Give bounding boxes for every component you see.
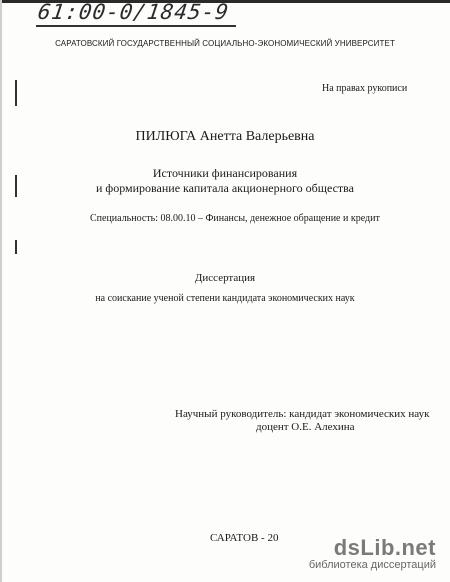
university-name: САРАТОВСКИЙ ГОСУДАРСТВЕННЫЙ СОЦИАЛЬНО-ЭКОНОМИЧЕСКИЙ УНИВЕРСИТЕТ [55, 39, 395, 48]
handwritten-underline [36, 25, 236, 27]
dissertation-title-line-1: Источники финансирования [152, 166, 298, 180]
specialty-line: Специальность: 08.00.10 – Финансы, денежное обращение и кредит [90, 213, 380, 224]
scan-border-left [0, 0, 2, 582]
city-year: САРАТОВ - 20 [210, 532, 279, 544]
dissertation-title-line-2: и формирование капитала акционерного общества [96, 181, 354, 195]
document-type: Диссертация [194, 272, 256, 284]
watermark-logo [309, 537, 436, 572]
margin-mark [15, 80, 17, 106]
supervisor-line-1: Научный руководитель: кандидат экономических наук [175, 408, 430, 420]
handwritten-catalog-code: 61:00-0/1845-9 [36, 0, 231, 24]
degree-line: на соискание ученой степени кандидата экономических наук [95, 293, 355, 304]
author-name: ПИЛЮГА Анетта Валерьевна [135, 129, 315, 144]
manuscript-rights-note: На правах рукописи [322, 83, 408, 94]
watermark-brand: dsLib.net [333, 535, 436, 560]
margin-mark [15, 240, 17, 254]
supervisor-line-2: доцент О.Е. Алехина [256, 421, 355, 433]
watermark-subtitle: библиотека диссертаций [308, 559, 436, 571]
